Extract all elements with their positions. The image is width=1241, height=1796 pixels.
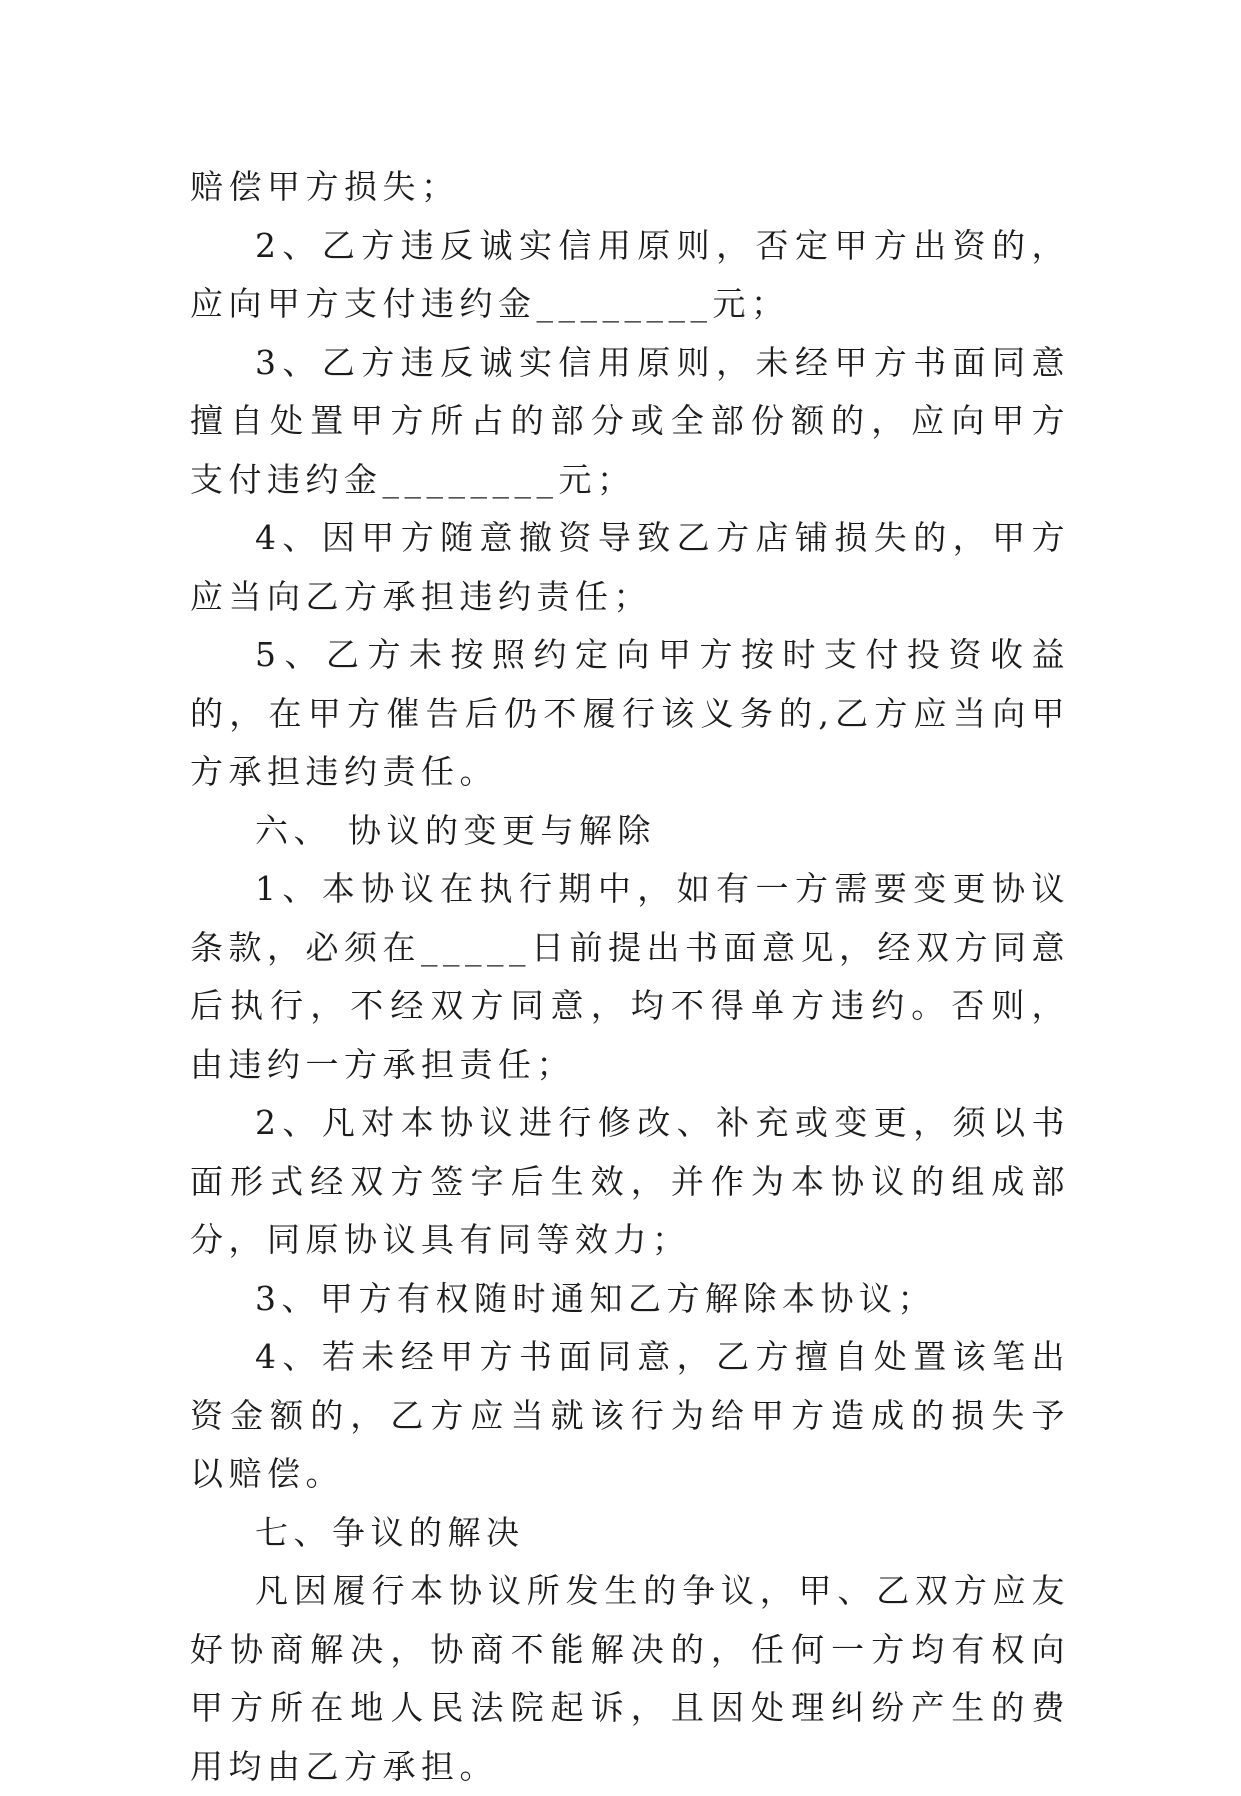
clause-6-4: 4、若未经甲方书面同意，乙方擅自处置该笔出资金额的，乙方应当就该行为给甲方造成的损失予以赔偿。 (190, 1337, 1070, 1493)
document-body (190, 158, 1070, 1796)
clause-7-body: 凡因履行本协议所发生的争议，甲、乙双方应友好协商解决，协商不能解决的，任何一方均有权向甲方所在地人民法院起诉，且因处理纠纷产生的费用均由乙方承担。 (190, 1571, 1070, 1786)
clause-6-1: 1、本协议在执行期中，如有一方需要变更协议条款，必须在_____日前提出书面意见，经双方同意后执行，不经双方同意，均不得单方违约。否则，由违约一方承担责任； (190, 869, 1070, 1084)
clause-5-5: 5、乙方未按照约定向甲方按时支付投资收益的，在甲方催告后仍不履行该义务的,乙方应当向甲方承担违约责任。 (190, 635, 1070, 791)
clause-6-2: 2、凡对本协议进行修改、补充或变更，须以书面形式经双方签字后生效，并作为本协议的组成部分，同原协议具有同等效力； (190, 1103, 1070, 1259)
section-heading-6: 六、 协议的变更与解除 (255, 810, 656, 850)
clause-5-4: 4、因甲方随意撤资导致乙方店铺损失的，甲方应当向乙方承担违约责任； (190, 518, 1070, 616)
clause-5-3: 3、乙方违反诚实信用原则，未经甲方书面同意擅自处置甲方所占的部分或全部份额的，应向甲方支付违约金________元； (190, 342, 1070, 499)
section-heading-7: 七、争议的解决 (255, 1512, 525, 1552)
clause-5-2: 2、乙方违反诚实信用原则，否定甲方出资的，应向甲方支付违约金________元； (190, 225, 1070, 323)
clause-6-3: 3、甲方有权随时通知乙方解除本协议； (255, 1278, 936, 1318)
paragraph-compensation-continuation: 赔偿甲方损失； (190, 167, 460, 206)
